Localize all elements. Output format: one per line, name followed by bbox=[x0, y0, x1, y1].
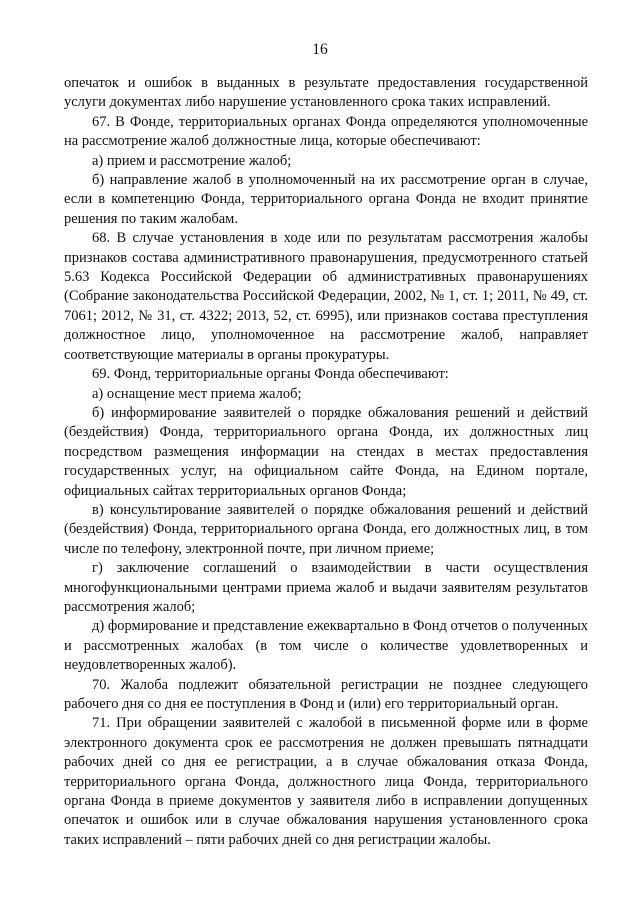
paragraph-71: 71. При обращении заявителей с жалобой в письменной форме или в форме электронного документа срок ее рассмотрения не должен превышать пятнадцати рабочих дней со дня ее регистрации, а в случае обжалования отказа Фонда, территориального органа Фонда, должностного лица Фонда, территориального органа Фонда в приеме документов у заявителя либо в исправлении допущенных опечаток и ошибок или в случае обжалования нарушения установленного срока таких исправлений – пяти рабочих дней со дня регистрации жалобы. bbox=[64, 715, 588, 848]
paragraph-67: 67. В Фонде, территориальных органах Фонда определяются уполномоченные на рассмотрение жалоб должностные лица, которые обеспечивают: bbox=[64, 113, 588, 150]
paragraph-67-b: б) направление жалоб в уполномоченный на их рассмотрение орган в случае, если в компетенцию Фонда, территориального органа Фонда не входит принятие решения по таким жалобам. bbox=[64, 172, 588, 227]
document-body bbox=[64, 74, 588, 850]
paragraph-70: 70. Жалоба подлежит обязательной регистрации не позднее следующего рабочего дня со дня ее поступления в Фонд и (или) его территориальный орган. bbox=[64, 676, 588, 712]
paragraph-69-g: г) заключение соглашений о взаимодействии в части осуществления многофункциональными центрами приема жалоб и выдачи заявителям результатов рассмотрения жалоб; bbox=[64, 560, 588, 615]
paragraph-69-b: б) информирование заявителей о порядке обжалования решений и действий (бездействия) Фонда, территориального органа Фонда, их должностных лиц посредством размещения информации на стендах в местах предоставления государственных услуг, на официальном сайте Фонда, на Едином портале, официальных сайтах территориальных органов Фонда; bbox=[64, 404, 588, 499]
paragraph-69-a: а) оснащение мест приема жалоб; bbox=[92, 385, 302, 402]
paragraph-69: 69. Фонд, территориальные органы Фонда обеспечивают: bbox=[92, 366, 449, 383]
page-number: 16 bbox=[312, 41, 328, 58]
paragraph-67-a: а) прием и рассмотрение жалоб; bbox=[92, 152, 292, 169]
paragraph-68: 68. В случае установления в ходе или по результатам рассмотрения жалобы признаков состава административного правонарушения, предусмотренного статьей 5.63 Кодекса Российской Федерации об административных правонарушениях (Собрание законодательства Российской Федерации, 2002, № 1, ст. 1; 2011, № 49, ст. 7061; 2012, № 31, ст. 4322; 2013, 52, ст. 6995), или признаков состава преступления должностное лицо, уполномоченное на рассмотрение жалоб, направляет соответствующие материалы в органы прокуратуры. bbox=[64, 230, 588, 363]
paragraph-continuation: опечаток и ошибок в выданных в результате предоставления государственной услуги документах либо нарушение установленного срока таких исправлений. bbox=[64, 75, 588, 111]
paragraph-69-v: в) консультирование заявителей о порядке обжалования решений и действий (бездействия) Фонда, территориального органа Фонда, его должностных лиц, в том числе по телефону, электронной почте, при личном приеме; bbox=[64, 501, 588, 557]
paragraph-69-d: д) формирование и представление ежеквартально в Фонд отчетов о полученных и рассмотренных жалобах (в том числе о количестве удовлетворенных и неудовлетворенных жалоб). bbox=[64, 618, 588, 674]
